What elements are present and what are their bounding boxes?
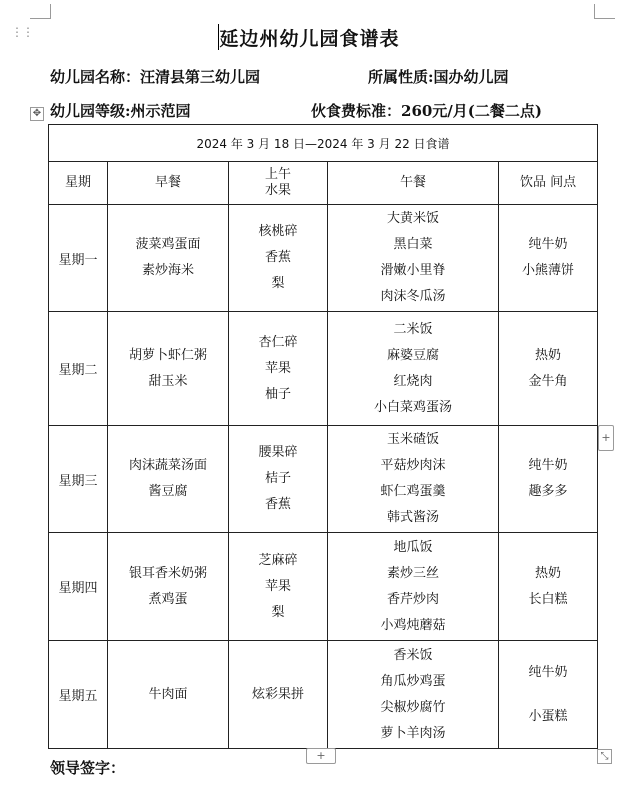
fruit-cell [229,426,328,533]
lunch-item: 麻婆豆腐 [386,347,439,363]
fruit-item: 梨 [271,276,285,291]
lunch-cell [328,426,499,533]
breakfast-item: 牛肉面 [148,686,188,702]
drink-item: 热奶 [535,347,562,363]
lunch-item: 萝卜羊肉汤 [380,725,446,741]
kindergarten-grade: 幼儿园等级:州示范园 [50,102,191,120]
drink-item: 纯牛奶 [528,664,568,680]
breakfast-cell [108,533,229,641]
table-row [49,426,598,533]
page-corner-mark-top-left [30,4,51,19]
lunch-item: 地瓜饭 [393,539,433,555]
day-cell: 星期一 [49,205,108,312]
drink-item: 热奶 [535,565,562,581]
breakfast-item: 胡萝卜虾仁粥 [128,347,207,363]
document-title: 延边州幼儿园食谱表 [219,28,400,50]
fruit-item: 香蕉 [264,497,291,512]
fruit-item: 杏仁碎 [258,334,298,350]
add-row-button[interactable]: + [306,748,336,764]
header-fruit-line1: 上午 [264,167,291,182]
lunch-item: 肉沫冬瓜汤 [380,289,446,304]
text-cursor [218,24,219,50]
meal-fee-standard: 伙食费标准：260元/月(二餐二点) [311,102,542,120]
fruit-item: 苹果 [264,360,291,376]
lunch-cell [328,312,499,426]
breakfast-cell [108,641,229,749]
lunch-item: 小白菜鸡蛋汤 [373,399,452,415]
drinks-cell [499,205,598,312]
header-breakfast: 早餐 [108,162,229,205]
paragraph-drag-handle-icon[interactable]: ⋮⋮ [11,25,33,39]
day-cell: 星期三 [49,426,108,533]
drinks-cell [499,641,598,749]
breakfast-item: 肉沫蔬菜汤面 [128,458,207,473]
lunch-item: 香芹炒肉 [386,591,439,607]
table-row [49,205,598,312]
lunch-cell [328,533,499,641]
header-fruit [229,162,328,205]
breakfast-item: 煮鸡蛋 [148,591,188,607]
fruit-item: 核桃碎 [258,224,298,239]
fruit-cell [229,641,328,749]
breakfast-cell [108,312,229,426]
lunch-item: 香米饭 [393,647,433,663]
day-cell: 星期四 [49,533,108,641]
snack-item: 小蛋糕 [528,708,568,724]
lunch-item: 韩式酱汤 [386,510,439,525]
snack-item: 长白糕 [528,591,568,607]
fruit-item: 苹果 [264,578,291,594]
lunch-item: 尖椒炒腐竹 [380,699,446,715]
drinks-cell [499,426,598,533]
kindergarten-nature: 所属性质:国办幼儿园 [368,68,509,86]
breakfast-item: 菠菜鸡蛋面 [135,237,201,252]
header-fruit-line2: 水果 [264,183,291,198]
kindergarten-name: 幼儿园名称：汪清县第三幼儿园 [50,68,261,86]
table-row [49,641,598,749]
lunch-cell [328,641,499,749]
lunch-item: 平菇炒肉沫 [380,458,446,473]
lunch-item: 滑嫩小里脊 [380,263,446,278]
header-drinks: 饮品 间点 [499,162,598,205]
lunch-item: 玉米碴饭 [386,432,439,447]
lunch-item: 虾仁鸡蛋羹 [380,484,446,499]
day-cell: 星期五 [49,641,108,749]
drink-item: 纯牛奶 [528,237,568,252]
fruit-cell [229,533,328,641]
breakfast-cell [108,205,229,312]
lunch-item: 角瓜炒鸡蛋 [380,673,446,689]
table-row [49,312,598,426]
leader-signature-label: 领导签字： [50,759,126,777]
lunch-item: 二米饭 [393,321,433,337]
fruit-item: 炫彩果拼 [251,686,304,702]
fruit-item: 梨 [271,604,285,620]
fruit-item: 腰果碎 [258,445,298,460]
page-corner-mark-top-right [594,4,615,19]
header-lunch: 午餐 [328,162,499,205]
drinks-cell [499,312,598,426]
breakfast-item: 素炒海米 [141,263,194,278]
lunch-item: 大黄米饭 [386,211,439,226]
lunch-item: 素炒三丝 [386,565,439,581]
weekly-menu-table [48,124,598,749]
fruit-item: 柚子 [264,386,291,402]
table-resize-handle-icon[interactable]: ⤡ [597,749,612,764]
breakfast-item: 甜玉米 [148,373,188,389]
breakfast-cell [108,426,229,533]
fruit-cell [229,205,328,312]
snack-item: 金牛角 [528,373,568,389]
cell-spacer [499,686,597,704]
snack-item: 趣多多 [528,484,568,499]
snack-item: 小熊薄饼 [522,263,575,278]
menu-period-title: 2024 年 3 月 18 日—2024 年 3 月 22 日食谱 [49,125,598,162]
lunch-item: 红烧肉 [393,373,433,389]
header-day: 星期 [49,162,108,205]
drinks-cell [499,533,598,641]
lunch-item: 小鸡炖蘑菇 [380,617,446,633]
breakfast-item: 酱豆腐 [148,484,188,499]
table-row [49,533,598,641]
fruit-cell [229,312,328,426]
table-move-handle-icon[interactable]: ✥ [30,107,44,121]
fruit-item: 芝麻碎 [258,552,298,568]
drink-item: 纯牛奶 [528,458,568,473]
breakfast-item: 银耳香米奶粥 [128,565,207,581]
day-cell: 星期二 [49,312,108,426]
fruit-item: 香蕉 [264,250,291,265]
fruit-item: 桔子 [264,471,291,486]
lunch-item: 黑白菜 [393,237,433,252]
add-column-button[interactable]: + [598,425,614,451]
lunch-cell [328,205,499,312]
